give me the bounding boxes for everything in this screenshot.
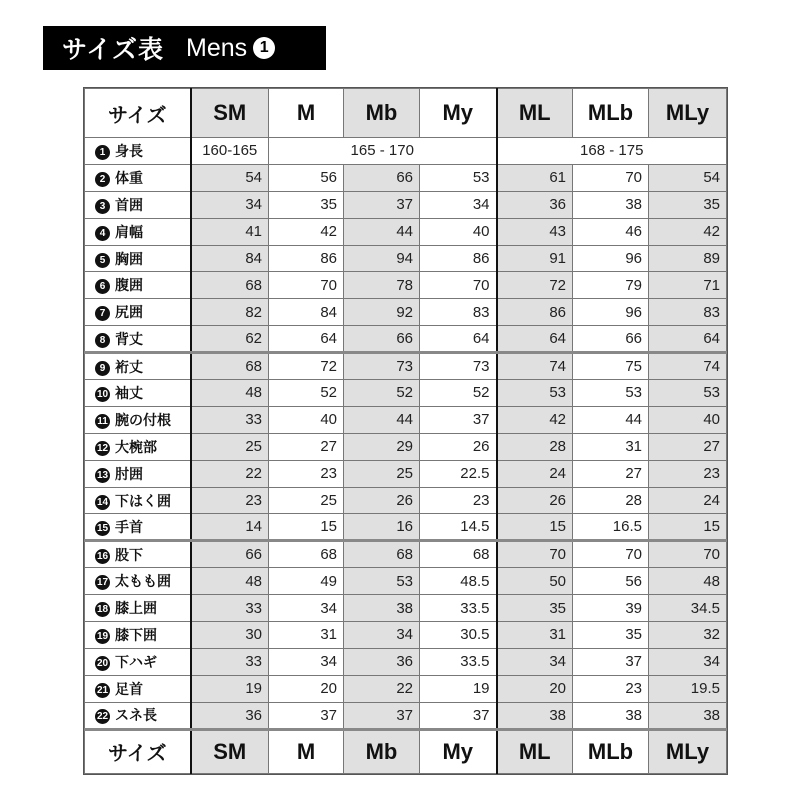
table-row <box>85 702 727 729</box>
value-cell: 32 <box>649 622 727 649</box>
row-label-text: 足首 <box>115 681 143 698</box>
value-cell: 64 <box>497 326 573 353</box>
value-cell: 43 <box>497 218 573 245</box>
height-range-cell: 160-165 <box>191 138 269 165</box>
row-label <box>85 595 191 622</box>
row-label-text: 肘囲 <box>115 466 143 483</box>
value-cell: 64 <box>269 326 344 353</box>
value-cell: 33.5 <box>420 648 497 675</box>
value-cell: 70 <box>649 541 727 568</box>
row-label-text: 袖丈 <box>115 385 143 402</box>
size-header-sm: SM <box>191 89 269 138</box>
value-cell: 68 <box>191 353 269 380</box>
row-label-text: 手首 <box>115 519 143 536</box>
height-range-cell: 168 - 175 <box>497 138 727 165</box>
value-cell: 53 <box>344 568 420 595</box>
value-cell: 68 <box>420 541 497 568</box>
value-cell: 40 <box>269 406 344 433</box>
value-cell: 83 <box>420 299 497 326</box>
table-row <box>85 595 727 622</box>
number-badge-icon: 18 <box>96 604 109 616</box>
size-header-ml: ML <box>497 729 573 773</box>
value-cell: 56 <box>573 568 649 595</box>
number-badge-icon: 21 <box>96 684 109 696</box>
size-header-mly: MLy <box>649 729 727 773</box>
value-cell: 23 <box>420 487 497 514</box>
value-cell: 56 <box>269 164 344 191</box>
row-label <box>85 487 191 514</box>
value-cell: 52 <box>269 380 344 407</box>
value-cell: 34 <box>420 191 497 218</box>
row-label-text: 股下 <box>115 547 143 564</box>
value-cell: 70 <box>420 272 497 299</box>
row-label <box>85 191 191 218</box>
value-cell: 37 <box>344 191 420 218</box>
value-cell: 29 <box>344 433 420 460</box>
row-label-text: 下はく囲 <box>115 493 171 510</box>
value-cell: 35 <box>269 191 344 218</box>
number-badge-icon: 16 <box>96 550 109 562</box>
value-cell: 31 <box>497 622 573 649</box>
number-badge-icon: 2 <box>95 172 110 187</box>
value-cell: 42 <box>497 406 573 433</box>
value-cell: 37 <box>420 406 497 433</box>
value-cell: 16 <box>344 514 420 541</box>
value-cell: 68 <box>269 541 344 568</box>
row-label <box>85 380 191 407</box>
row-label <box>85 541 191 568</box>
value-cell: 33 <box>191 595 269 622</box>
table-row <box>85 648 727 675</box>
value-cell: 53 <box>573 380 649 407</box>
value-cell: 14 <box>191 514 269 541</box>
value-cell: 22.5 <box>420 460 497 487</box>
value-cell: 22 <box>344 675 420 702</box>
value-cell: 44 <box>344 406 420 433</box>
value-cell: 37 <box>420 702 497 729</box>
value-cell: 30 <box>191 622 269 649</box>
value-cell: 92 <box>344 299 420 326</box>
value-cell: 34 <box>497 648 573 675</box>
value-cell: 22 <box>191 460 269 487</box>
value-cell: 23 <box>269 460 344 487</box>
number-badge-icon: 3 <box>95 199 110 214</box>
value-cell: 48 <box>191 380 269 407</box>
value-cell: 38 <box>649 702 727 729</box>
title-en: Mens <box>186 33 248 62</box>
row-label <box>85 702 191 729</box>
table-row <box>85 218 727 245</box>
value-cell: 83 <box>649 299 727 326</box>
value-cell: 96 <box>573 245 649 272</box>
value-cell: 28 <box>573 487 649 514</box>
value-cell: 24 <box>497 460 573 487</box>
value-cell: 35 <box>649 191 727 218</box>
number-badge-icon: 19 <box>96 630 109 642</box>
table-row <box>85 299 727 326</box>
table-row <box>85 541 727 568</box>
value-cell: 19 <box>420 675 497 702</box>
table-row <box>85 433 727 460</box>
value-cell: 42 <box>269 218 344 245</box>
value-cell: 38 <box>344 595 420 622</box>
value-cell: 26 <box>420 433 497 460</box>
row-label-text: 尻囲 <box>115 305 143 322</box>
value-cell: 68 <box>191 272 269 299</box>
row-label-text: 身長 <box>115 143 143 160</box>
height-range-cell: 165 - 170 <box>269 138 497 165</box>
value-cell: 70 <box>573 541 649 568</box>
value-cell: 14.5 <box>420 514 497 541</box>
value-cell: 52 <box>420 380 497 407</box>
number-badge-icon: 17 <box>96 577 109 589</box>
value-cell: 39 <box>573 595 649 622</box>
footer-row <box>85 729 727 773</box>
value-cell: 35 <box>573 622 649 649</box>
row-label-text: 大椀部 <box>115 439 157 456</box>
value-cell: 49 <box>269 568 344 595</box>
value-cell: 72 <box>497 272 573 299</box>
value-cell: 25 <box>191 433 269 460</box>
value-cell: 64 <box>649 326 727 353</box>
value-cell: 35 <box>497 595 573 622</box>
page-title <box>43 26 326 70</box>
value-cell: 73 <box>420 353 497 380</box>
size-header-m: M <box>269 89 344 138</box>
value-cell: 84 <box>191 245 269 272</box>
row-label-height <box>85 138 191 165</box>
value-cell: 78 <box>344 272 420 299</box>
value-cell: 27 <box>573 460 649 487</box>
row-label-text: 首囲 <box>115 197 143 214</box>
value-cell: 94 <box>344 245 420 272</box>
value-cell: 33.5 <box>420 595 497 622</box>
row-label <box>85 648 191 675</box>
row-label-text: 肩幅 <box>115 224 143 241</box>
value-cell: 74 <box>649 353 727 380</box>
row-label <box>85 514 191 541</box>
value-cell: 38 <box>497 702 573 729</box>
value-cell: 26 <box>344 487 420 514</box>
size-header-mly: MLy <box>649 89 727 138</box>
size-header-mb: Mb <box>344 729 420 773</box>
number-badge-icon: 22 <box>96 711 109 723</box>
number-badge-icon: 14 <box>96 496 109 508</box>
row-label <box>85 245 191 272</box>
table-row <box>85 568 727 595</box>
row-label <box>85 299 191 326</box>
value-cell: 37 <box>344 702 420 729</box>
row-label-text: スネ長 <box>115 708 157 725</box>
value-cell: 20 <box>497 675 573 702</box>
value-cell: 27 <box>269 433 344 460</box>
value-cell: 52 <box>344 380 420 407</box>
table-row <box>85 245 727 272</box>
row-label-text: 太もも囲 <box>115 574 171 591</box>
value-cell: 71 <box>649 272 727 299</box>
row-label-text: 腹囲 <box>115 278 143 295</box>
value-cell: 66 <box>573 326 649 353</box>
size-header-mlb: MLb <box>573 89 649 138</box>
number-badge-icon: 9 <box>95 361 110 376</box>
header-row <box>85 89 727 138</box>
row-label-text: 下ハギ <box>115 654 157 671</box>
row-label <box>85 164 191 191</box>
row-label <box>85 326 191 353</box>
value-cell: 53 <box>420 164 497 191</box>
table-row <box>85 622 727 649</box>
value-cell: 48 <box>649 568 727 595</box>
value-cell: 15 <box>269 514 344 541</box>
size-header-sm: SM <box>191 729 269 773</box>
value-cell: 28 <box>497 433 573 460</box>
value-cell: 86 <box>269 245 344 272</box>
row-label <box>85 460 191 487</box>
size-header-my: My <box>420 89 497 138</box>
size-header-mlb: MLb <box>573 729 649 773</box>
row-label <box>85 272 191 299</box>
row-label <box>85 568 191 595</box>
value-cell: 70 <box>497 541 573 568</box>
height-row <box>85 138 727 165</box>
number-badge-icon: 5 <box>95 253 110 268</box>
number-badge-icon: 11 <box>95 414 110 429</box>
value-cell: 34 <box>269 648 344 675</box>
value-cell: 66 <box>344 164 420 191</box>
number-badge-icon: 12 <box>96 442 109 454</box>
value-cell: 33 <box>191 648 269 675</box>
value-cell: 73 <box>344 353 420 380</box>
row-label-text: 胸囲 <box>115 251 143 268</box>
value-cell: 66 <box>191 541 269 568</box>
row-label-text: 膝下囲 <box>115 627 157 644</box>
value-cell: 36 <box>191 702 269 729</box>
value-cell: 40 <box>649 406 727 433</box>
number-badge-icon: 8 <box>95 333 110 348</box>
row-label <box>85 622 191 649</box>
value-cell: 15 <box>649 514 727 541</box>
value-cell: 61 <box>497 164 573 191</box>
value-cell: 34.5 <box>649 595 727 622</box>
row-label <box>85 218 191 245</box>
size-header-mb: Mb <box>344 89 420 138</box>
value-cell: 27 <box>649 433 727 460</box>
value-cell: 36 <box>497 191 573 218</box>
value-cell: 96 <box>573 299 649 326</box>
size-header-label: サイズ <box>85 89 191 138</box>
value-cell: 42 <box>649 218 727 245</box>
value-cell: 62 <box>191 326 269 353</box>
value-cell: 25 <box>269 487 344 514</box>
value-cell: 46 <box>573 218 649 245</box>
number-badge-icon: 7 <box>95 306 110 321</box>
value-cell: 31 <box>573 433 649 460</box>
row-label-text: 腕の付根 <box>115 412 171 429</box>
row-label <box>85 406 191 433</box>
table-row <box>85 406 727 433</box>
value-cell: 44 <box>573 406 649 433</box>
value-cell: 53 <box>649 380 727 407</box>
row-label-text: 背丈 <box>115 331 143 348</box>
value-cell: 86 <box>420 245 497 272</box>
value-cell: 34 <box>191 191 269 218</box>
table-row <box>85 675 727 702</box>
value-cell: 38 <box>573 191 649 218</box>
value-cell: 25 <box>344 460 420 487</box>
value-cell: 16.5 <box>573 514 649 541</box>
size-header-m: M <box>269 729 344 773</box>
value-cell: 36 <box>344 648 420 675</box>
value-cell: 24 <box>649 487 727 514</box>
size-header-ml: ML <box>497 89 573 138</box>
value-cell: 66 <box>344 326 420 353</box>
value-cell: 75 <box>573 353 649 380</box>
size-table <box>84 88 727 774</box>
number-badge-icon: 10 <box>96 388 109 400</box>
table-row <box>85 353 727 380</box>
title-number-badge: 1 <box>253 37 275 59</box>
value-cell: 26 <box>497 487 573 514</box>
value-cell: 31 <box>269 622 344 649</box>
value-cell: 33 <box>191 406 269 433</box>
value-cell: 50 <box>497 568 573 595</box>
row-label <box>85 675 191 702</box>
number-badge-icon: 15 <box>96 522 109 534</box>
number-badge-icon: 4 <box>95 226 110 241</box>
table-row <box>85 487 727 514</box>
value-cell: 53 <box>497 380 573 407</box>
value-cell: 48.5 <box>420 568 497 595</box>
value-cell: 19.5 <box>649 675 727 702</box>
value-cell: 91 <box>497 245 573 272</box>
value-cell: 86 <box>497 299 573 326</box>
value-cell: 23 <box>573 675 649 702</box>
size-footer-label: サイズ <box>85 729 191 773</box>
value-cell: 15 <box>497 514 573 541</box>
value-cell: 54 <box>191 164 269 191</box>
table-row <box>85 326 727 353</box>
row-label-text: 裄丈 <box>115 359 143 376</box>
value-cell: 44 <box>344 218 420 245</box>
value-cell: 79 <box>573 272 649 299</box>
number-badge-icon: 20 <box>96 657 109 669</box>
value-cell: 54 <box>649 164 727 191</box>
table-row <box>85 460 727 487</box>
title-jp: サイズ表 <box>62 35 165 64</box>
value-cell: 37 <box>269 702 344 729</box>
table-row <box>85 380 727 407</box>
number-badge-icon: 13 <box>96 469 109 481</box>
value-cell: 70 <box>269 272 344 299</box>
value-cell: 48 <box>191 568 269 595</box>
value-cell: 34 <box>344 622 420 649</box>
value-cell: 30.5 <box>420 622 497 649</box>
value-cell: 19 <box>191 675 269 702</box>
table-row <box>85 164 727 191</box>
value-cell: 34 <box>269 595 344 622</box>
row-label-text: 膝上囲 <box>115 601 157 618</box>
value-cell: 20 <box>269 675 344 702</box>
value-cell: 68 <box>344 541 420 568</box>
number-badge-icon: 6 <box>95 279 110 294</box>
size-header-my: My <box>420 729 497 773</box>
value-cell: 72 <box>269 353 344 380</box>
row-label <box>85 353 191 380</box>
row-label <box>85 433 191 460</box>
number-badge-icon: 1 <box>95 145 110 160</box>
value-cell: 41 <box>191 218 269 245</box>
value-cell: 70 <box>573 164 649 191</box>
value-cell: 37 <box>573 648 649 675</box>
value-cell: 23 <box>191 487 269 514</box>
value-cell: 82 <box>191 299 269 326</box>
table-row <box>85 272 727 299</box>
table-row <box>85 514 727 541</box>
value-cell: 38 <box>573 702 649 729</box>
table-row <box>85 191 727 218</box>
value-cell: 34 <box>649 648 727 675</box>
value-cell: 84 <box>269 299 344 326</box>
value-cell: 40 <box>420 218 497 245</box>
value-cell: 74 <box>497 353 573 380</box>
value-cell: 23 <box>649 460 727 487</box>
value-cell: 64 <box>420 326 497 353</box>
value-cell: 89 <box>649 245 727 272</box>
row-label-text: 体重 <box>115 170 143 187</box>
